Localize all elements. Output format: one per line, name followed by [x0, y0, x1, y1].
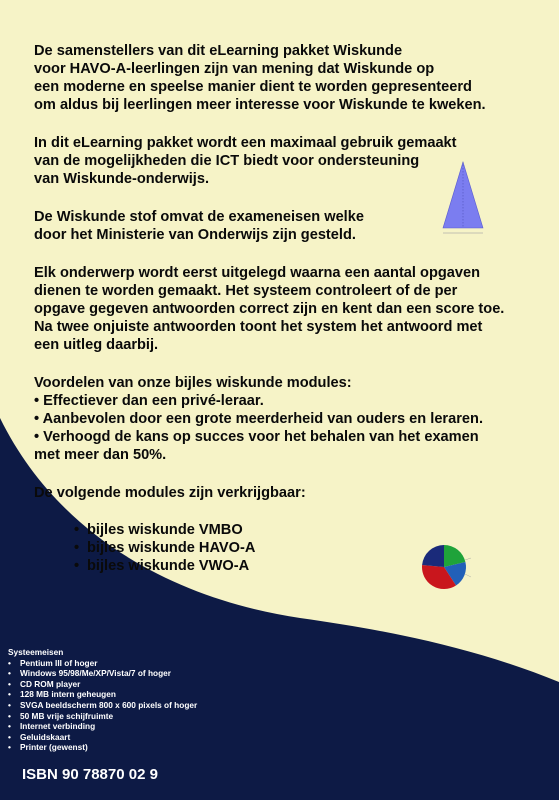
- pie-label-line: [465, 558, 471, 560]
- bullet-icon: •: [8, 731, 11, 742]
- advantage-item: • Effectiever dan een privé-leraar.: [34, 393, 264, 409]
- system-item-label: 50 MB vrije schijfruimte: [20, 710, 114, 721]
- system-list: [8, 658, 197, 753]
- advantage-item: • Aanbevolen door een grote meerderheid van ouders en leraren.: [34, 411, 483, 427]
- system-item-label: Windows 95/98/Me/XP/Vista/7 of hoger: [20, 668, 172, 679]
- intro-p1-line: voor HAVO-A-leerlingen zijn van mening dat Wiskunde op: [34, 61, 435, 77]
- module-label: bijles wiskunde VWO-A: [87, 558, 250, 574]
- system-item-label: Geluidskaart: [20, 731, 71, 742]
- intro-p2-line: van Wiskunde-onderwijs.: [34, 171, 210, 187]
- isbn-number: ISBN 90 78870 02 9: [22, 766, 158, 783]
- intro-p3-line: De Wiskunde stof omvat de exameneisen welke: [34, 209, 364, 225]
- system-item: [8, 732, 197, 743]
- intro-paragraph-3: [34, 208, 364, 244]
- system-item-label: 128 MB intern geheugen: [20, 689, 116, 700]
- bullet-icon: •: [8, 721, 11, 732]
- system-item: [8, 742, 197, 753]
- pie-illustration: [418, 543, 478, 593]
- system-item-label: Internet verbinding: [20, 721, 96, 732]
- system-requirements: [8, 647, 197, 753]
- advantage-item: • Verhoogd de kans op succes voor het behalen van het examen: [34, 429, 479, 445]
- pie-slice-navy: [422, 545, 444, 567]
- system-item: [8, 700, 197, 711]
- bullet-icon: •: [8, 689, 11, 700]
- system-item: [8, 711, 197, 722]
- module-label: bijles wiskunde HAVO-A: [87, 540, 256, 556]
- system-item-label: SVGA beeldscherm 800 x 600 pixels of hoger: [20, 699, 198, 710]
- intro-p3-line: door het Ministerie van Onderwijs zijn gesteld.: [34, 227, 356, 243]
- advantages-heading: Voordelen van onze bijles wiskunde modules:: [34, 375, 352, 391]
- bullet-icon: •: [74, 558, 80, 574]
- intro-p4-line: Na twee onjuiste antwoorden toont het system het antwoord met: [34, 319, 483, 335]
- system-heading: Systeemeisen: [8, 647, 64, 657]
- system-item-label: CD ROM player: [20, 678, 81, 689]
- bullet-icon: •: [74, 540, 80, 556]
- bullet-icon: •: [8, 710, 11, 721]
- triangle-illustration: [425, 160, 505, 242]
- intro-paragraph-4: [34, 264, 504, 354]
- module-item: [74, 539, 255, 557]
- bullet-icon: •: [8, 742, 11, 753]
- intro-p2-line: In dit eLearning pakket wordt een maximaal gebruik gemaakt: [34, 135, 457, 151]
- module-item: [74, 557, 255, 575]
- modules-list: [74, 521, 255, 575]
- system-item: [8, 689, 197, 700]
- bullet-icon: •: [8, 678, 11, 689]
- intro-p2-line: van de mogelijkheden die ICT biedt voor ondersteuning: [34, 153, 420, 169]
- advantage-item-continuation: met meer dan 50%.: [34, 447, 167, 463]
- bullet-icon: •: [8, 657, 11, 668]
- bullet-icon: •: [8, 668, 11, 679]
- system-item-label: Printer (gewenst): [20, 742, 88, 753]
- modules-heading: De volgende modules zijn verkrijgbaar:: [34, 485, 306, 501]
- intro-p4-line: dienen te worden gemaakt. Het systeem controleert of de per: [34, 283, 458, 299]
- system-item: [8, 658, 197, 669]
- intro-p4-line: Elk onderwerp wordt eerst uitgelegd waarna een aantal opgaven: [34, 265, 481, 281]
- intro-p1-line: om aldus bij leerlingen meer interesse voor Wiskunde te kweken.: [34, 97, 486, 113]
- intro-p1-line: een moderne en speelse manier dient te worden gepresenteerd: [34, 79, 472, 95]
- bullet-icon: •: [8, 699, 11, 710]
- system-item: [8, 668, 197, 679]
- intro-paragraph-1: [34, 42, 486, 114]
- intro-p4-line: opgave gegeven antwoorden correct zijn en kent dan een score toe.: [34, 301, 505, 317]
- intro-p1-line: De samenstellers van dit eLearning pakket Wiskunde: [34, 43, 403, 59]
- intro-paragraph-2: [34, 134, 457, 188]
- pie-label-line: [465, 574, 471, 577]
- module-label: bijles wiskunde VMBO: [87, 522, 243, 538]
- advantages-section: [34, 374, 483, 464]
- bullet-icon: •: [74, 522, 80, 538]
- system-item: [8, 679, 197, 690]
- system-item: [8, 721, 197, 732]
- system-item-label: Pentium III of hoger: [20, 657, 98, 668]
- intro-p4-line: een uitleg daarbij.: [34, 337, 159, 353]
- module-item: [74, 521, 255, 539]
